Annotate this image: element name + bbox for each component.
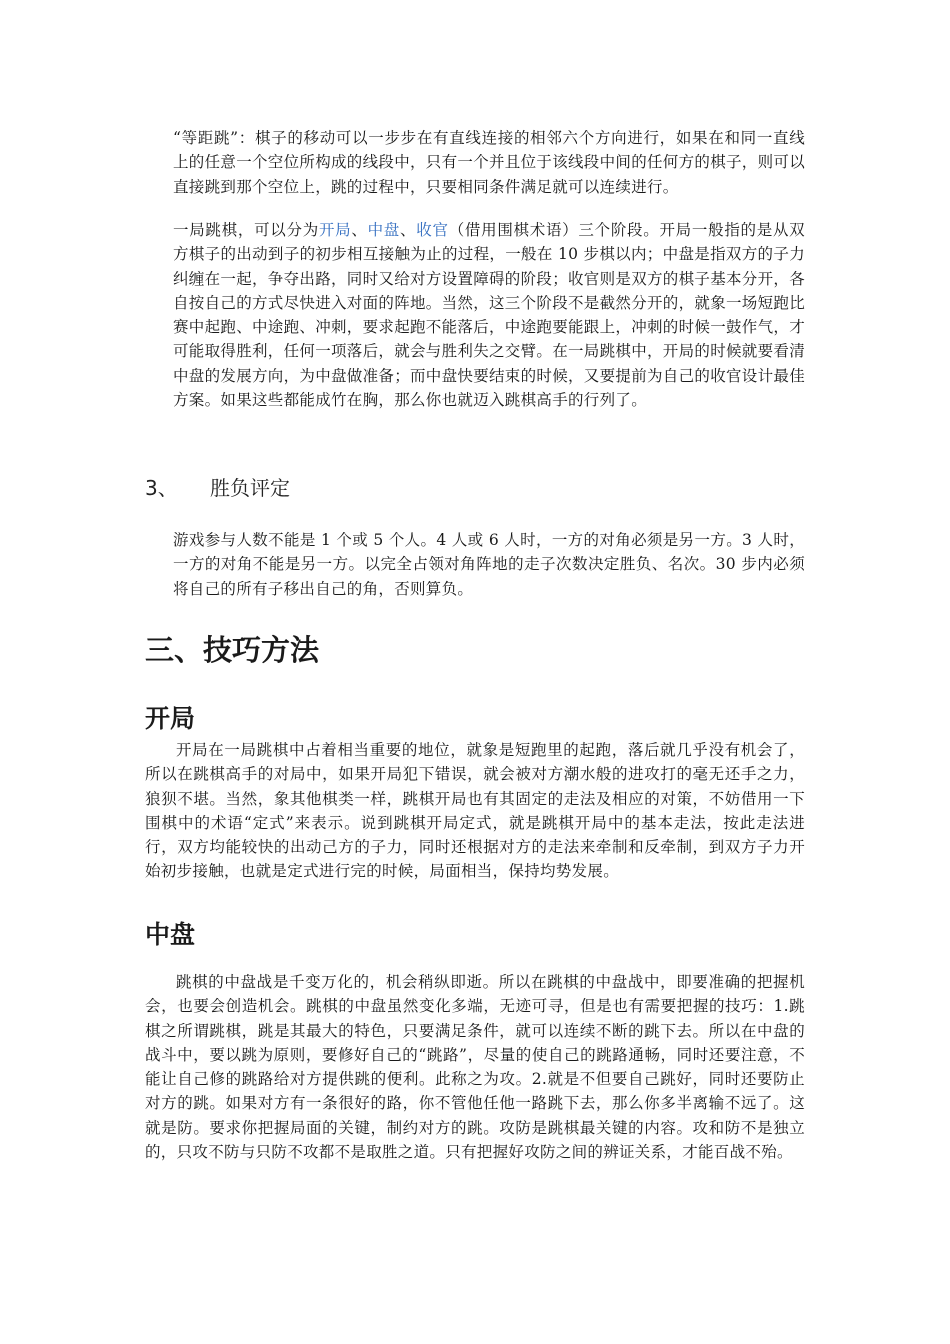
paragraph-text: 游戏参与人数不能是 1 个或 5 个人。4 人或 6 人时，一方的对角必须是另一方。3 人时，一方的对角不能是另一方。以完全占领对角阵地的走子次数决定胜负、名次。30 步内必须将自己的所有子移出自己的角，否则算负。	[173, 531, 805, 598]
paragraph-game-stages	[173, 218, 805, 412]
link-opening[interactable]: 开局	[318, 221, 352, 239]
separator: 、	[351, 221, 368, 239]
link-endgame[interactable]: 收官	[416, 221, 449, 239]
paragraph-text: 跳棋的中盘战是千变万化的，机会稍纵即逝。所以在跳棋的中盘战中，即要准确的把握机会，也要会创造机会。跳棋的中盘虽然变化多端，无迹可寻，但是也有需要把握的技巧：1.跳棋之所谓跳棋，跳是其最大的特色，只要满足条件，就可以连续不断的跳下去。所以在中盘的战斗中，要以跳为原则，要修好自己的“跳路”，尽量的使自己的跳路通畅，同时还要注意，不能让自己修的跳路给对方提供跳的便利。此称之为攻。2.就是不但要自己跳好，同时还要防止对方的跳。如果对方有一条很好的路，你不管他任他一路跳下去，那么你多半离输不远了。这就是防。要求你把握局面的关键，制约对方的跳。攻防是跳棋最关键的内容。攻和防不是独立的，只攻不防与只防不攻都不是取胜之道。只有把握好攻防之间的辨证关系，才能百战不殆。	[145, 973, 805, 1162]
section-title-win-loss: 胜负评定	[210, 476, 290, 500]
paragraph-equidistant-jump	[173, 126, 805, 199]
separator: 、	[400, 221, 417, 239]
link-midgame[interactable]: 中盘	[367, 221, 401, 239]
heading-opening: 开局	[145, 704, 196, 733]
paragraph-text: 一局跳棋，可以分为	[173, 221, 319, 239]
paragraph-opening	[145, 738, 805, 884]
paragraph-text: （借用围棋术语）三个阶段。开局一般指的是从双方棋子的出动到子的初步相互接触为止的过程，一般在 10 步棋以内；中盘是指双方的子力纠缠在一起，争夺出路，同时又给对方设置障碍的阶段；收官则是双方的棋子基本分开，各自按自己的方式尽快进入对面的阵地。当然，这三个阶段不是截然分开的，就象一场短跑比赛中起跑、中途跑、冲刺，要求起跑不能落后，中途跑要能跟上，冲刺的时候一鼓作气，才可能取得胜利，任何一项落后，就会与胜利失之交臂。在一局跳棋中，开局的时候就要看清中盘的发展方向，为中盘做准备；而中盘快要结束的时候，又要提前为自己的收官设计最佳方案。如果这些都能成竹在胸，那么你也就迈入跳棋高手的行列了。	[173, 221, 806, 410]
paragraph-text: 开局在一局跳棋中占着相当重要的地位，就象是短跑里的起跑，落后就几乎没有机会了，所以在跳棋高手的对局中，如果开局犯下错误，就会被对方潮水般的进攻打的毫无还手之力，狼狈不堪。当然，象其他棋类一样，跳棋开局也有其固定的走法及相应的对策，不妨借用一下围棋中的术语“定式”来表示。说到跳棋开局定式，就是跳棋开局中的基本走法，按此走法进行，双方均能较快的出动己方的子力，同时还根据对方的走法来牵制和反牵制，到双方子力开始初步接触，也就是定式进行完的时候，局面相当，保持均势发展。	[145, 741, 805, 881]
paragraph-midgame	[145, 970, 805, 1164]
paragraph-text: “等距跳”：棋子的移动可以一步步在有直线连接的相邻六个方向进行，如果在和同一直线上的任意一个空位所构成的线段中，只有一个并且位于该线段中间的任何方的棋子，则可以直接跳到那个空位上，跳的过程中，只要相同条件满足就可以连续进行。	[173, 129, 806, 196]
chapter-title-techniques: 三、技巧方法	[145, 633, 320, 667]
heading-midgame: 中盘	[145, 920, 196, 949]
paragraph-win-rules	[173, 528, 805, 601]
section-number: 3、	[145, 476, 178, 500]
